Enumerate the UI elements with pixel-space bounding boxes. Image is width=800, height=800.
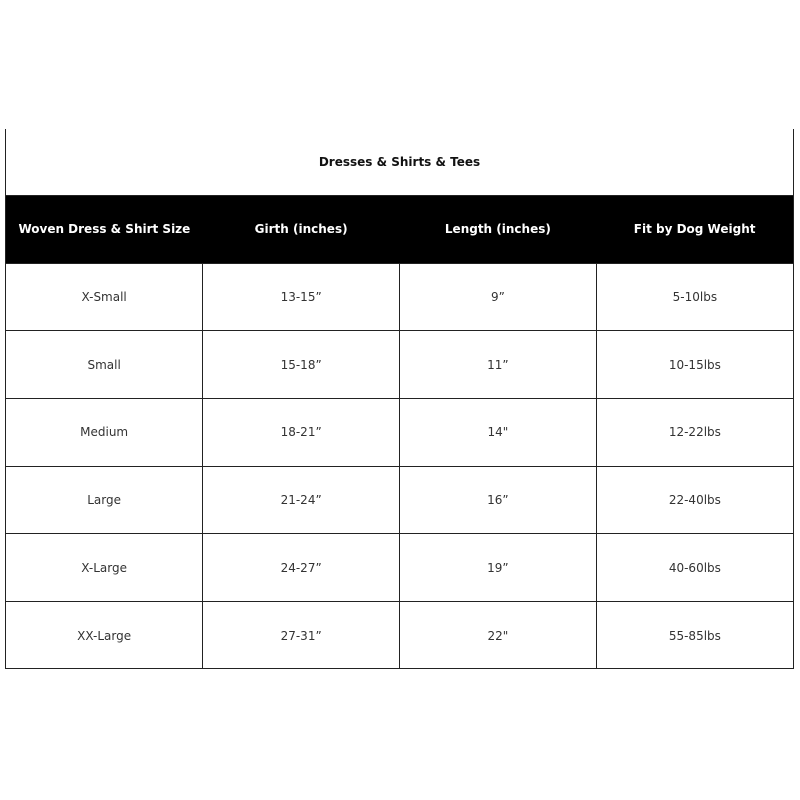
cell-length: 9” bbox=[400, 263, 597, 331]
cell-size: Large bbox=[6, 466, 203, 534]
cell-girth: 13-15” bbox=[203, 263, 400, 331]
cell-weight: 55-85lbs bbox=[596, 601, 793, 669]
table-row bbox=[6, 534, 793, 602]
size-chart bbox=[5, 129, 794, 669]
cell-weight: 10-15lbs bbox=[596, 331, 793, 399]
size-table bbox=[6, 196, 793, 669]
header-size: Woven Dress & Shirt Size bbox=[18, 222, 191, 237]
cell-weight: 12-22lbs bbox=[596, 398, 793, 466]
table-row bbox=[6, 601, 793, 669]
cell-length: 14" bbox=[400, 398, 597, 466]
cell-size: X-Large bbox=[6, 534, 203, 602]
cell-girth: 24-27” bbox=[203, 534, 400, 602]
header-girth: Girth (inches) bbox=[254, 222, 348, 237]
cell-length: 22" bbox=[400, 601, 597, 669]
cell-size: Small bbox=[6, 331, 203, 399]
cell-girth: 18-21” bbox=[203, 398, 400, 466]
table-row bbox=[6, 331, 793, 399]
cell-weight: 5-10lbs bbox=[596, 263, 793, 331]
cell-length: 19” bbox=[400, 534, 597, 602]
table-row bbox=[6, 466, 793, 534]
cell-size: X-Small bbox=[6, 263, 203, 331]
header-row bbox=[6, 196, 793, 263]
cell-girth: 15-18” bbox=[203, 331, 400, 399]
cell-weight: 40-60lbs bbox=[596, 534, 793, 602]
table-header bbox=[6, 196, 793, 263]
table-body bbox=[6, 263, 793, 669]
cell-size: Medium bbox=[6, 398, 203, 466]
table-row bbox=[6, 263, 793, 331]
table-row bbox=[6, 398, 793, 466]
cell-length: 11” bbox=[400, 331, 597, 399]
header-weight: Fit by Dog Weight bbox=[633, 222, 756, 237]
cell-length: 16” bbox=[400, 466, 597, 534]
cell-weight: 22-40lbs bbox=[596, 466, 793, 534]
cell-girth: 21-24” bbox=[203, 466, 400, 534]
table-caption: Dresses & Shirts & Tees bbox=[6, 129, 793, 196]
cell-size: XX-Large bbox=[6, 601, 203, 669]
header-length: Length (inches) bbox=[444, 222, 551, 237]
cell-girth: 27-31” bbox=[203, 601, 400, 669]
